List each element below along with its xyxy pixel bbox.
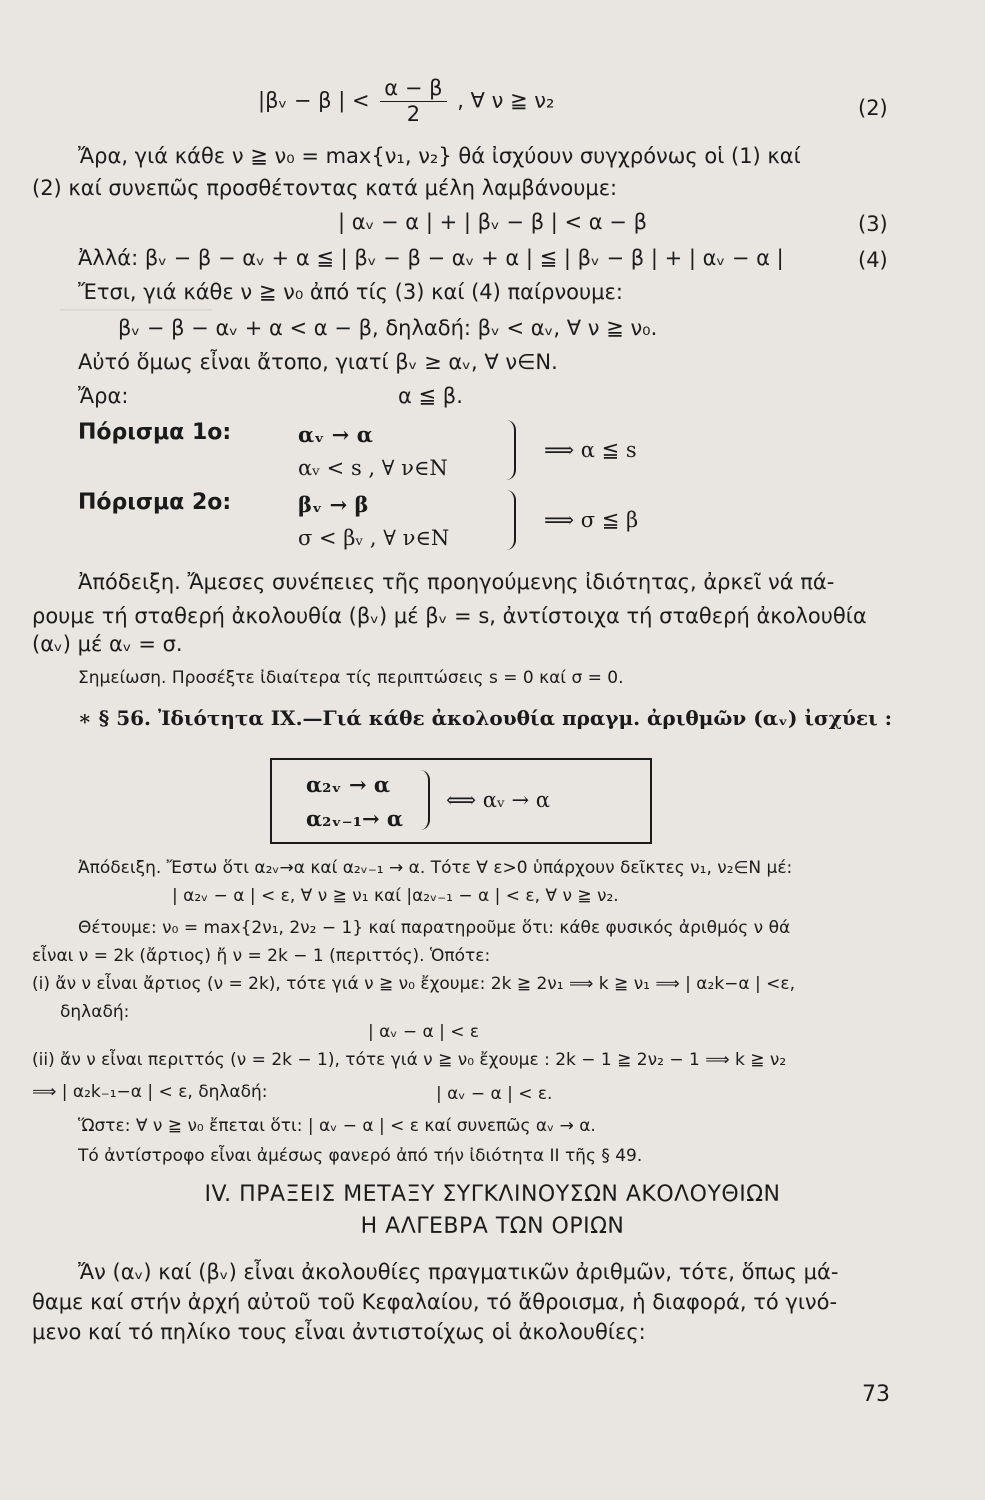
proof-line: Ἀπόδειξη. Ἔστω ὅτι α₂ᵥ→α καί α₂ᵥ₋₁ → α. Τότε ∀ ε>0 ὑπάρχουν δεῖκτες ν₁, ν₂∈Ν μέ:	[78, 858, 793, 878]
corollary-2-label: Πόρισμα 2ο:	[78, 490, 232, 515]
text-line: βᵥ − β − αᵥ + α < α − β, δηλαδή: βᵥ < αᵥ, ∀ ν ≧ ν₀.	[118, 316, 658, 340]
corollary-1-label: Πόρισμα 1ο:	[78, 420, 232, 445]
inequality-tail: , ∀ ν ≧ ν₂	[457, 88, 555, 113]
corollary-2-cond-2: σ < βᵥ , ∀ ν∈Ν	[298, 526, 450, 550]
section-56-heading: ∗ § 56. Ἰδιότητα IX.—Γιά κάθε ἀκολουθία πραγμ. ἀριθμῶν (αᵥ) ἰσχύει :	[78, 706, 893, 730]
section-heading-line-1: IV. ΠΡΑΞΕΙΣ ΜΕΤΑΞΥ ΣΥΓΚΛΙΝΟΥΣΩΝ ΑΚΟΛΟΥΘΙΩΝ	[204, 1182, 781, 1207]
equation-tag-4: (4)	[858, 248, 888, 272]
corollary-1-result: ⟹ α ≦ s	[544, 438, 637, 462]
equation-tag-2: (2)	[858, 96, 888, 120]
text-line: Ἔτσι, γιά κάθε ν ≧ ν₀ ἀπό τίς (3) καί (4) παίρνουμε:	[78, 280, 623, 304]
page-number: 73	[862, 1382, 890, 1407]
equation-4: Ἀλλά: βᵥ − β − αᵥ + α ≦ | βᵥ − β − αᵥ + α | ≦ | βᵥ − β | + | αᵥ − α |	[78, 246, 784, 270]
corollary-1-cond-2: αᵥ < s , ∀ ν∈Ν	[298, 456, 448, 480]
box-cond-1: α₂ᵥ → α	[306, 772, 391, 797]
fraction-denominator: 2	[406, 102, 421, 126]
box-result: ⟺ αᵥ → α	[446, 788, 550, 812]
proof-line: (αᵥ) μέ αᵥ = σ.	[32, 632, 183, 656]
proof-line: Ὥστε: ∀ ν ≧ ν₀ ἔπεται ὅτι: | αᵥ − α | < ε καί συνεπῶς αᵥ → α.	[78, 1116, 596, 1136]
proof-line: δηλαδή:	[60, 1002, 130, 1022]
text-line: (2) καί συνεπῶς προσθέτοντας κατά μέλη λαμβάνουμε:	[32, 176, 618, 200]
corollary-2-cond-1: βᵥ → β	[298, 492, 369, 517]
note: Σημείωση. Προσέξτε ἰδιαίτερα τίς περιπτώσεις s = 0 καί σ = 0.	[78, 668, 624, 688]
proof-line: Τό ἀντίστροφο εἶναι ἀμέσως φανερό ἀπό τήν ἰδιότητα II τῆς § 49.	[78, 1146, 643, 1166]
paragraph-line: μενο καί τό πηλίκο τους εἶναι ἀντιστοίχως οἱ ἀκολουθίες:	[32, 1320, 646, 1344]
proof-line: | α₂ᵥ − α | < ε, ∀ ν ≧ ν₁ καί |α₂ᵥ₋₁ − α | < ε, ∀ ν ≧ ν₂.	[172, 886, 619, 906]
brace	[504, 490, 516, 550]
inequality-line-2	[258, 78, 554, 125]
proof-line: Ἀπόδειξη. Ἄμεσες συνέπειες τῆς προηγούμενης ἰδιότητας, ἀρκεῖ νά πά-	[78, 570, 835, 594]
inequality-head: |βᵥ − β | <	[258, 88, 370, 113]
brace	[418, 770, 430, 830]
corollary-2-result: ⟹ σ ≦ β	[544, 508, 639, 532]
text-line: Ἄρα, γιά κάθε ν ≧ ν₀ = max{ν₁, ν₂} θά ἰσχύουν συγχρόνως οἱ (1) καί	[78, 144, 801, 168]
corollary-1-cond-1: αᵥ → α	[298, 422, 373, 447]
proof-line: εἶναι ν = 2k (ἄρτιος) ἤ ν = 2k − 1 (περιττός). Ὁπότε:	[32, 946, 491, 966]
text-line: Ἄρα:	[78, 384, 129, 408]
brace	[504, 420, 516, 480]
text-line: Αὐτό ὅμως εἶναι ἄτοπο, γιατί βᵥ ≥ αᵥ, ∀ ν∈Ν.	[78, 350, 558, 374]
equation-tag-3: (3)	[858, 212, 888, 236]
proof-line: (ii) ἄν ν εἶναι περιττός (ν = 2k − 1), τότε γιά ν ≧ ν₀ ἔχουμε : 2k − 1 ≧ 2ν₂ − 1 ⟹ k ≧ ν₂	[32, 1050, 787, 1070]
box-cond-2: α₂ᵥ₋₁→ α	[306, 806, 404, 831]
proof-line: ⟹ | α₂k₋₁−α | < ε, δηλαδή:	[32, 1082, 268, 1102]
section-heading-line-2: Η ΑΛΓΕΒΡΑ ΤΩΝ ΟΡΙΩΝ	[360, 1214, 625, 1239]
equation-3: | αᵥ − α | + | βᵥ − β | < α − β	[338, 210, 647, 234]
fraction-numerator: α − β	[380, 78, 446, 102]
fraction	[380, 78, 446, 125]
conclusion: α ≦ β.	[398, 384, 463, 408]
proof-line: | αᵥ − α | < ε	[368, 1022, 480, 1042]
bleed-through-text: ──────────────	[60, 300, 212, 321]
proof-line: Θέτουμε: ν₀ = max{2ν₁, 2ν₂ − 1} καί παρατηροῦμε ὅτι: κάθε φυσικός ἀριθμός ν θά	[78, 918, 791, 938]
paragraph-line: θαμε καί στήν ἀρχή αὐτοῦ τοῦ Κεφαλαίου, τό ἄθροισμα, ἡ διαφορά, τό γινό-	[32, 1290, 838, 1314]
proof-line: | αᵥ − α | < ε.	[436, 1084, 553, 1104]
proof-line: (i) ἄν ν εἶναι ἄρτιος (ν = 2k), τότε γιά ν ≧ ν₀ ἔχουμε: 2k ≧ 2ν₁ ⟹ k ≧ ν₁ ⟹ | α₂k−α | <ε,	[32, 974, 795, 994]
proof-line: ρουμε τή σταθερή ἀκολουθία (βᵥ) μέ βᵥ = s, ἀντίστοιχα τή σταθερή ἀκολουθία	[32, 604, 867, 628]
paragraph-line: Ἄν (αᵥ) καί (βᵥ) εἶναι ἀκολουθίες πραγματικῶν ἀριθμῶν, τότε, ὅπως μά-	[78, 1260, 839, 1284]
